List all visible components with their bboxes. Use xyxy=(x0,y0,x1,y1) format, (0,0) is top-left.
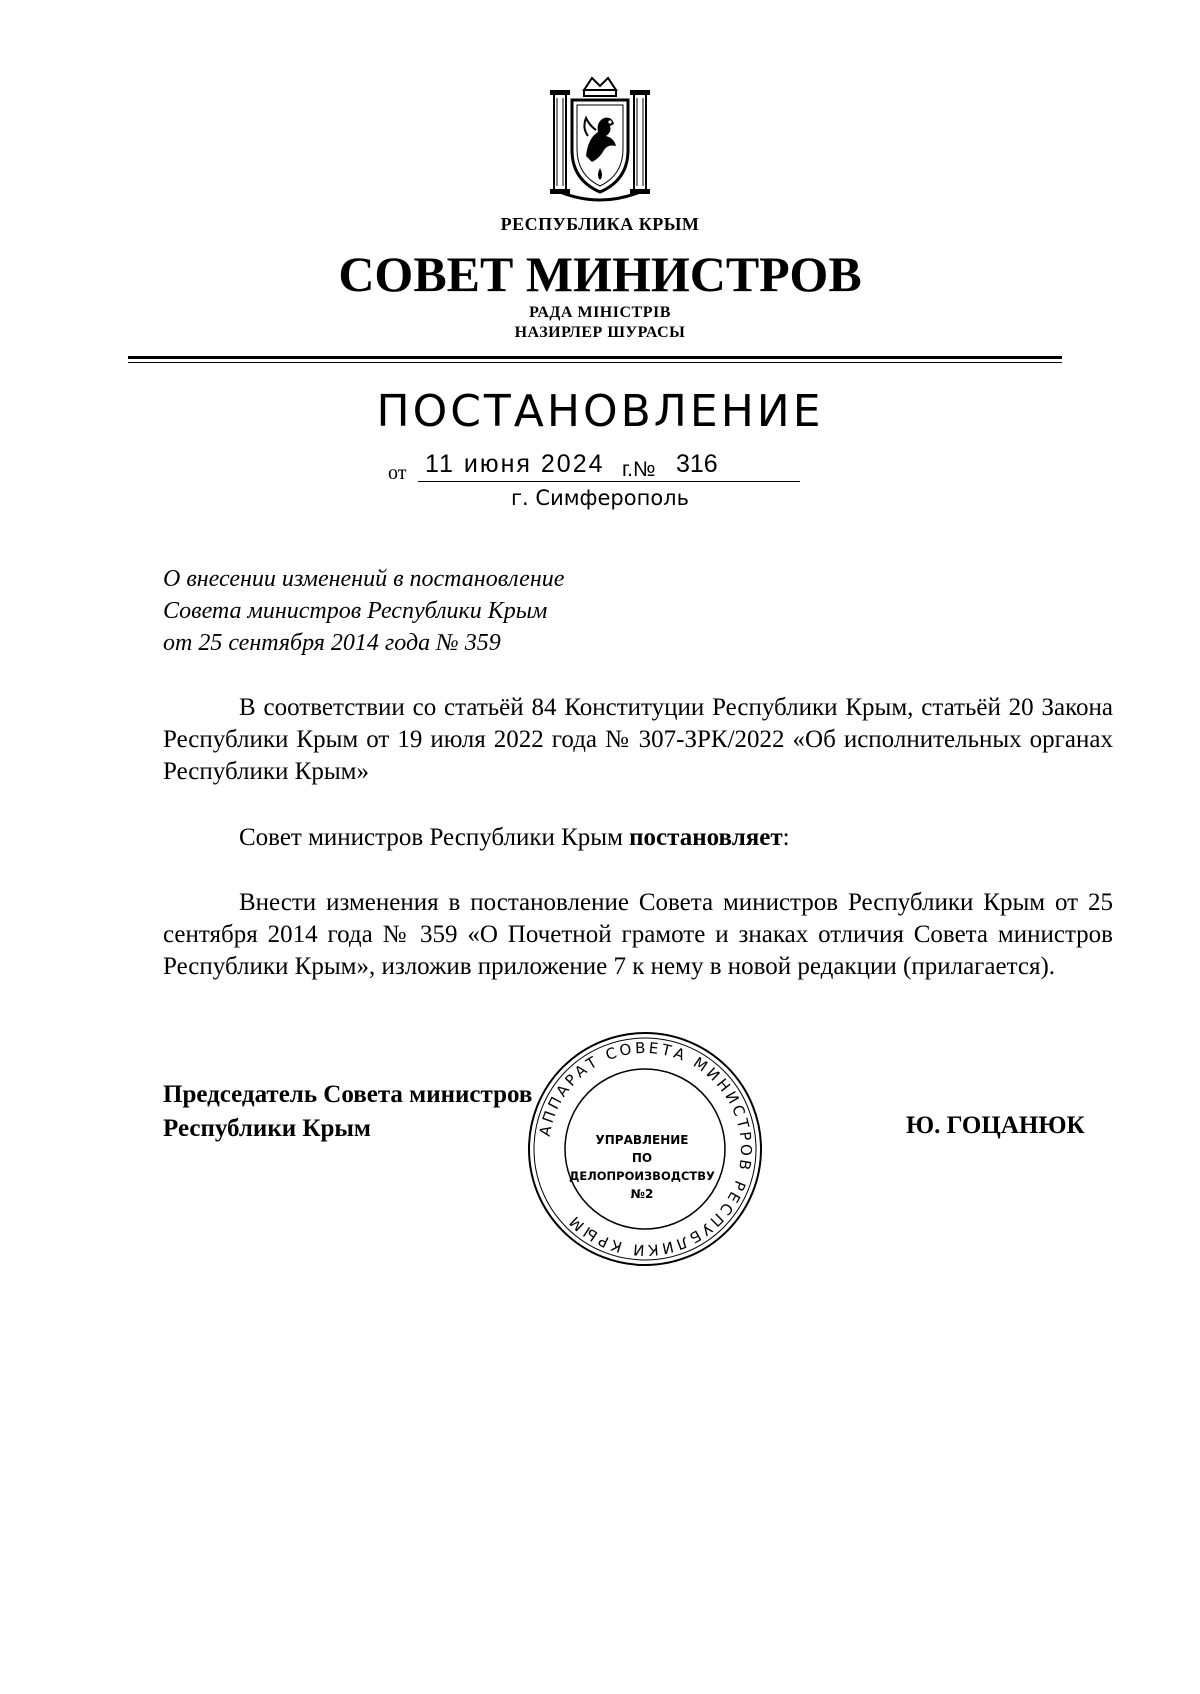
preamble-paragraph: В соответствии со статьёй 84 Конституции Республики Крым, статьёй 20 Закона Республики Крым от 19 июля 2022 года № 307-ЗРК/2022 «Об исполнительных органах Республики Крым» xyxy=(163,694,1113,785)
resolution-keyword: постановляет xyxy=(629,824,783,851)
subject-line: от 25 сентября 2014 года № 359 xyxy=(163,630,501,656)
decree-subject xyxy=(163,563,564,659)
signer-position-line: Республики Крым xyxy=(163,1115,371,1142)
header-divider-thin xyxy=(128,362,1062,363)
stamp-line: УПРАВЛЕНИЕ xyxy=(595,1133,689,1147)
crimea-coat-of-arms-icon xyxy=(540,72,660,202)
stamp-ring-text: АППАРАТ СОВЕТА МИНИСТРОВ РЕСПУБЛИКИ КРЫМ xyxy=(535,1038,756,1260)
subject-line: О внесении изменений в постановление xyxy=(163,566,565,592)
signer-position-line: Председатель Совета министров xyxy=(163,1081,533,1108)
republic-name: РЕСПУБЛИКА КРЫМ xyxy=(500,214,700,234)
header-divider xyxy=(128,356,1062,359)
date-prefix: от xyxy=(388,462,407,484)
operative-paragraph: Внести изменения в постановление Совета министров Республики Крым от 25 сентября 2014 года № 359 «О Почетной грамоте и знаках отличия Совета министров Республики Крым», изложив приложение 7 к нему в новой редакции (прилагается). xyxy=(163,889,1113,980)
subject-line: Совета министров Республики Крым xyxy=(163,598,548,624)
decree-number: 316 xyxy=(676,450,718,478)
council-name-crimean-tatar: НАЗИРЛЕР ШУРАСЫ xyxy=(514,324,686,341)
council-name-ukrainian: РАДА МІНІСТРІВ xyxy=(529,304,671,321)
stamp-line: ПО xyxy=(631,1151,653,1165)
decree-year-number-sign xyxy=(622,458,655,482)
official-round-stamp xyxy=(526,1030,764,1268)
resolution-colon: : xyxy=(782,824,790,851)
council-name: СОВЕТ МИНИСТРОВ xyxy=(338,246,862,302)
signer-name: Ю. ГОЦАНЮК xyxy=(906,1112,1085,1139)
decree-date: 11 июня 2024 xyxy=(425,450,605,478)
date-underline xyxy=(418,481,800,482)
decree-city: г. Симферополь xyxy=(511,486,689,510)
resolution-paragraph xyxy=(163,822,1113,854)
number-sign: № xyxy=(632,458,656,481)
year-suffix: г. xyxy=(622,458,633,481)
resolution-lead: Совет министров Республики Крым xyxy=(239,824,630,851)
stamp-line: №2 xyxy=(630,1187,654,1201)
stamp-line: ДЕЛОПРОИЗВОДСТВУ xyxy=(569,1169,715,1183)
decree-date-line xyxy=(380,448,800,482)
signer-position xyxy=(163,1078,532,1146)
svg-text:АППАРАТ СОВЕТА МИНИСТРОВ РЕСПУ xyxy=(536,1039,755,1259)
decree-title: ПОСТАНОВЛЕНИЕ xyxy=(376,386,824,437)
